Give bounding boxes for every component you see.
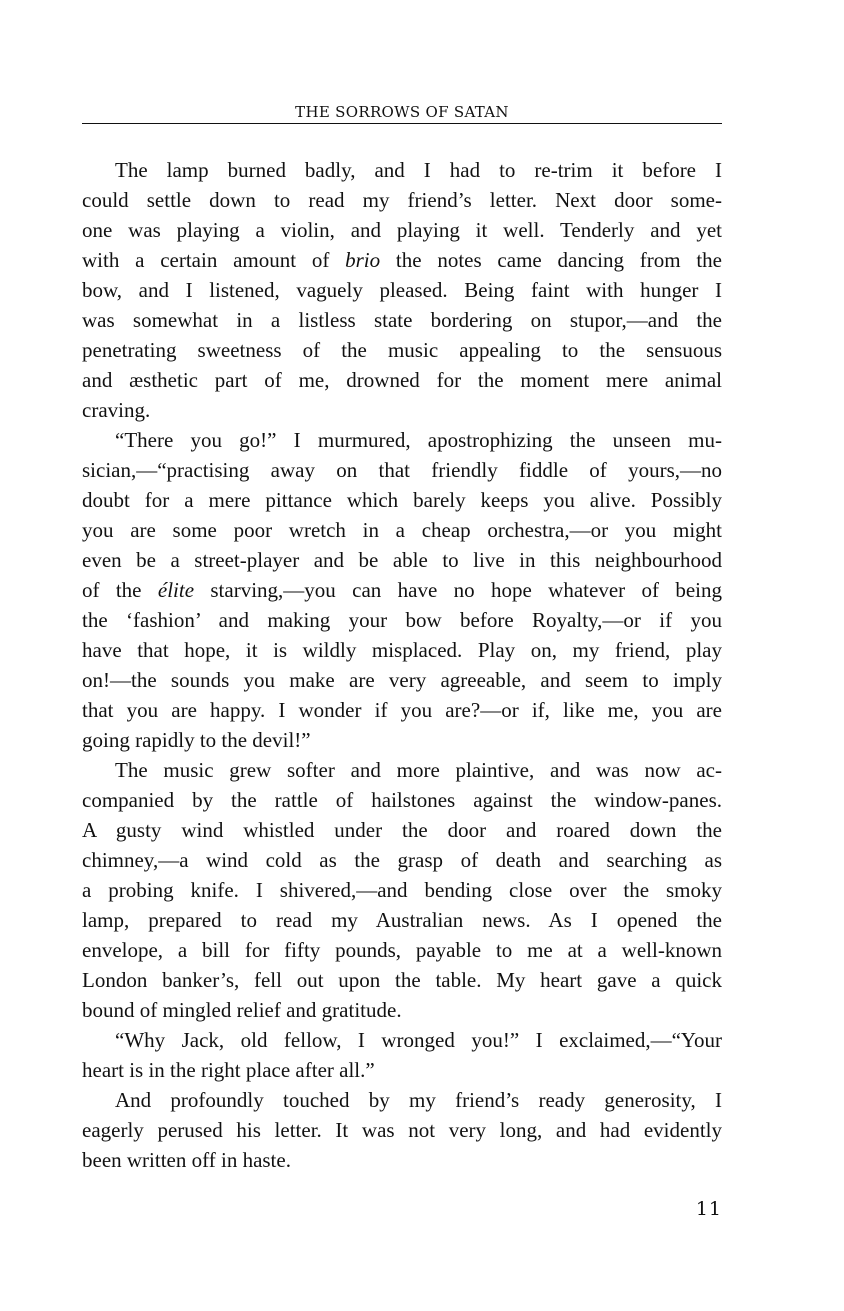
body-text [82,155,722,1175]
text-line: been written off in haste. [82,1148,291,1172]
text-line: heart is in the right place after all.” [82,1058,375,1082]
text-line: you are some poor wretch in a cheap orchestra,—or you might [82,518,722,542]
text-segment: of the [82,578,158,602]
text-line: “Why Jack, old fellow, I wronged you!” I exclaimed,—“Your [115,1028,722,1052]
text-line: was somewhat in a listless state bordering on stupor,—and the [82,308,722,332]
text-line: going rapidly to the devil!” [82,728,311,752]
text-line: have that hope, it is wildly misplaced. Play on, my friend, play [82,638,722,662]
text-line: bound of mingled relief and gratitude. [82,998,402,1022]
text-segment: starving,—you can have no hope whatever of being [194,578,722,602]
text-line: one was playing a violin, and playing it well. Tenderly and yet [82,218,722,242]
text-line: lamp, prepared to read my Australian news. As I opened the [82,908,722,932]
text-line: a probing knife. I shivered,—and bending close over the smoky [82,878,722,902]
page-number: 11 [695,1198,722,1220]
text-line: sician,—“practising away on that friendly fiddle of yours,—no [82,458,722,482]
italic-word: élite [157,578,195,602]
text-segment: with a certain amount of [82,248,346,272]
text-line: envelope, a bill for fifty pounds, payable to me at a well-known [82,938,722,962]
text-line: “There you go!” I murmured, apostrophizing the unseen mu- [115,428,722,452]
header-rule [82,123,722,124]
text-line: bow, and I listened, vaguely pleased. Being faint with hunger I [82,278,722,302]
text-line: chimney,—a wind cold as the grasp of death and searching as [82,848,722,872]
text-line: craving. [82,398,151,422]
italic-word: brio [345,248,381,272]
text-line: penetrating sweetness of the music appealing to the sensuous [82,338,722,362]
text-line: that you are happy. I wonder if you are?—or if, like me, you are [82,698,722,722]
text-line: doubt for a mere pittance which barely keeps you alive. Possibly [82,488,722,512]
running-head: THE SORROWS OF SATAN [295,103,509,121]
text-line: A gusty wind whistled under the door and roared down the [82,818,722,842]
text-line: The music grew softer and more plaintive, and was now ac- [115,758,722,782]
text-line: even be a street-player and be able to live in this neighbourhood [82,548,722,572]
text-line: the ‘fashion’ and making your bow before Royalty,—or if you [82,608,722,632]
text-line: eagerly perused his letter. It was not very long, and had evidently [82,1118,722,1142]
text-line: on!—the sounds you make are very agreeable, and seem to imply [82,668,722,692]
text-segment: the notes came dancing from the [380,248,722,272]
text-line [82,245,722,275]
text-line: The lamp burned badly, and I had to re-trim it before I [115,158,722,182]
text-line [82,575,722,605]
text-line: and æsthetic part of me, drowned for the moment mere animal [82,368,722,392]
text-line: companied by the rattle of hailstones against the window-panes. [82,788,722,812]
text-line: could settle down to read my friend’s letter. Next door some- [82,188,722,212]
text-line: London banker’s, fell out upon the table. My heart gave a quick [82,968,722,992]
text-line: And profoundly touched by my friend’s ready generosity, I [115,1088,722,1112]
